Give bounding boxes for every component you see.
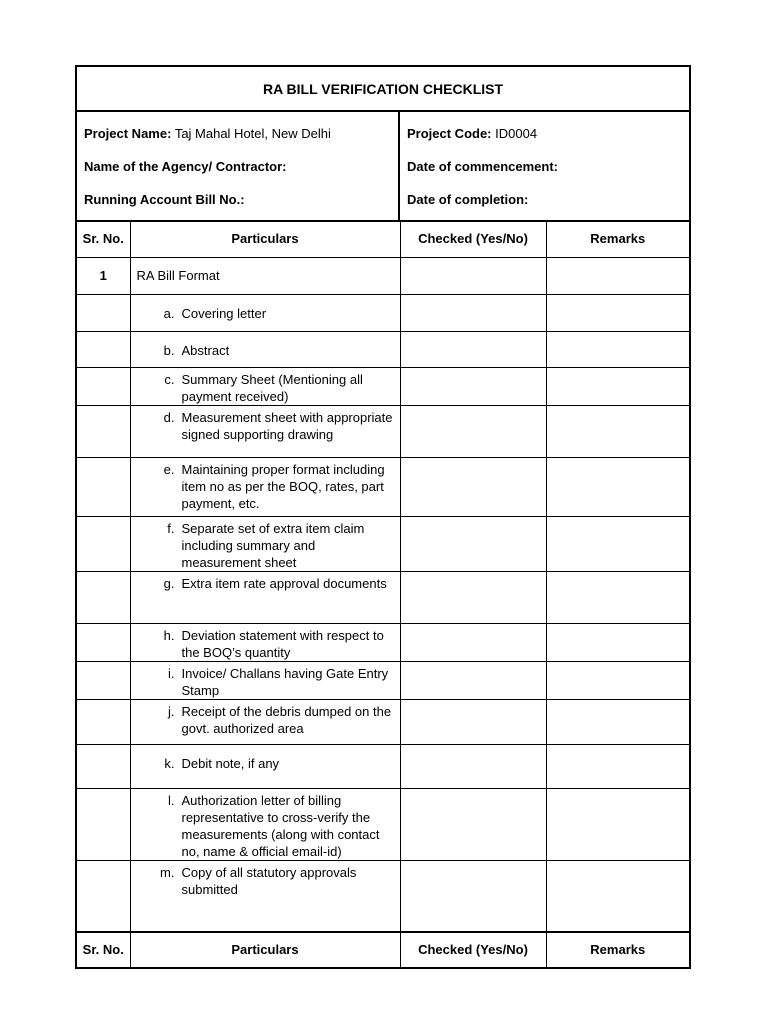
header-remarks: Remarks xyxy=(546,222,689,257)
sr-no-cell xyxy=(77,457,130,516)
sr-no-cell xyxy=(77,661,130,699)
remarks-cell[interactable] xyxy=(546,516,689,571)
checklist-item xyxy=(131,572,400,592)
sr-no-cell xyxy=(77,331,130,367)
checked-cell[interactable] xyxy=(400,331,546,367)
item-letter: g. xyxy=(163,575,175,591)
remarks-cell[interactable] xyxy=(546,457,689,516)
particulars-cell xyxy=(130,516,400,571)
project-code-label: Project Code: xyxy=(407,126,492,141)
table-header-row xyxy=(77,222,689,257)
checked-cell[interactable] xyxy=(400,699,546,744)
item-letter: a. xyxy=(163,305,175,321)
table-row-group xyxy=(77,257,689,294)
agency-label: Name of the Agency/ Contractor: xyxy=(84,159,287,174)
checked-cell[interactable] xyxy=(400,257,546,294)
remarks-cell[interactable] xyxy=(546,699,689,744)
checklist-item xyxy=(131,700,400,737)
checked-cell[interactable] xyxy=(400,516,546,571)
table-row xyxy=(77,331,689,367)
checklist-item xyxy=(131,662,400,699)
table-row xyxy=(77,744,689,788)
item-text: Summary Sheet (Mentioning all payment received) xyxy=(181,371,363,404)
footer-particulars: Particulars xyxy=(130,932,400,967)
project-name-row xyxy=(84,126,398,159)
commencement-row xyxy=(407,159,689,192)
checked-cell[interactable] xyxy=(400,860,546,932)
table-footer-header-row xyxy=(77,932,689,967)
remarks-cell[interactable] xyxy=(546,661,689,699)
group-sr-no: 1 xyxy=(77,257,130,294)
table-row xyxy=(77,405,689,457)
item-letter: m. xyxy=(160,864,175,880)
item-text: Receipt of the debris dumped on the govt. authorized area xyxy=(181,703,392,736)
table-row xyxy=(77,457,689,516)
remarks-cell[interactable] xyxy=(546,623,689,661)
table-row xyxy=(77,367,689,405)
completion-label: Date of completion: xyxy=(407,192,529,207)
sr-no-cell xyxy=(77,623,130,661)
sr-no-cell xyxy=(77,860,130,932)
item-letter: b. xyxy=(163,342,175,358)
particulars-cell xyxy=(130,788,400,860)
checklist-item xyxy=(131,295,400,322)
checklist-item xyxy=(131,368,400,405)
item-text: Deviation statement with respect to the BOQ’s quantity xyxy=(181,627,384,660)
checked-cell[interactable] xyxy=(400,405,546,457)
checklist-sheet xyxy=(75,65,691,969)
checklist-item xyxy=(131,406,400,443)
item-letter: c. xyxy=(164,371,175,387)
particulars-cell xyxy=(130,699,400,744)
footer-sr-no: Sr. No. xyxy=(77,932,130,967)
item-letter: l. xyxy=(168,792,175,808)
sr-no-cell xyxy=(77,699,130,744)
footer-checked: Checked (Yes/No) xyxy=(400,932,546,967)
checked-cell[interactable] xyxy=(400,744,546,788)
item-text: Separate set of extra item claim including summary and measurement sheet xyxy=(181,520,365,570)
header-particulars: Particulars xyxy=(130,222,400,257)
particulars-cell xyxy=(130,367,400,405)
project-code-value: ID0004 xyxy=(495,126,538,141)
item-text: Extra item rate approval documents xyxy=(181,575,387,591)
checked-cell[interactable] xyxy=(400,571,546,623)
remarks-cell[interactable] xyxy=(546,571,689,623)
particulars-cell xyxy=(130,661,400,699)
particulars-cell xyxy=(130,331,400,367)
item-letter: e. xyxy=(163,461,175,477)
checked-cell[interactable] xyxy=(400,367,546,405)
table-row xyxy=(77,516,689,571)
bill-no-label: Running Account Bill No.: xyxy=(84,192,245,207)
table-row xyxy=(77,571,689,623)
checklist-item xyxy=(131,332,400,359)
checked-cell[interactable] xyxy=(400,788,546,860)
item-letter: k. xyxy=(164,755,175,771)
particulars-cell xyxy=(130,860,400,932)
checklist-item xyxy=(131,517,400,571)
particulars-cell xyxy=(130,571,400,623)
sr-no-cell xyxy=(77,571,130,623)
sr-no-cell xyxy=(77,516,130,571)
particulars-cell xyxy=(130,744,400,788)
table-row xyxy=(77,623,689,661)
item-letter: i. xyxy=(168,665,175,681)
item-text: Authorization letter of billing representative to cross-verify the measurements (along with contact no, name & official email-id) xyxy=(181,792,380,859)
group-label: RA Bill Format xyxy=(130,257,400,294)
checklist-item xyxy=(131,861,400,898)
remarks-cell[interactable] xyxy=(546,788,689,860)
page-title: RA BILL VERIFICATION CHECKLIST xyxy=(77,67,689,112)
project-info xyxy=(77,112,689,222)
checklist-item xyxy=(131,745,400,772)
particulars-cell xyxy=(130,457,400,516)
table-row xyxy=(77,661,689,699)
footer-remarks: Remarks xyxy=(546,932,689,967)
item-text: Debit note, if any xyxy=(181,755,280,771)
sr-no-cell xyxy=(77,367,130,405)
remarks-cell[interactable] xyxy=(546,257,689,294)
remarks-cell[interactable] xyxy=(546,405,689,457)
item-text: Abstract xyxy=(181,342,230,358)
item-letter: f. xyxy=(167,520,175,536)
project-info-left xyxy=(77,112,400,220)
checklist-item xyxy=(131,624,400,661)
particulars-cell xyxy=(130,405,400,457)
checked-cell[interactable] xyxy=(400,661,546,699)
project-code-row xyxy=(407,126,689,159)
bill-no-row xyxy=(84,192,398,225)
item-text: Covering letter xyxy=(181,305,267,321)
checklist-item xyxy=(131,458,400,512)
checked-cell[interactable] xyxy=(400,294,546,331)
item-text: Copy of all statutory approvals submitted xyxy=(181,864,357,897)
sr-no-cell xyxy=(77,405,130,457)
item-text: Invoice/ Challans having Gate Entry Stamp xyxy=(181,665,389,698)
remarks-cell[interactable] xyxy=(546,367,689,405)
checklist-table xyxy=(77,222,689,967)
checklist-item xyxy=(131,789,400,860)
remarks-cell[interactable] xyxy=(546,860,689,932)
table-row xyxy=(77,860,689,932)
item-letter: d. xyxy=(163,409,175,425)
project-name-label: Project Name: xyxy=(84,126,172,141)
checked-cell[interactable] xyxy=(400,623,546,661)
checked-cell[interactable] xyxy=(400,457,546,516)
item-text: Measurement sheet with appropriate signed supporting drawing xyxy=(181,409,393,442)
remarks-cell[interactable] xyxy=(546,744,689,788)
remarks-cell[interactable] xyxy=(546,331,689,367)
header-checked: Checked (Yes/No) xyxy=(400,222,546,257)
header-sr-no: Sr. No. xyxy=(77,222,130,257)
particulars-cell xyxy=(130,294,400,331)
project-info-right xyxy=(400,112,689,220)
table-row xyxy=(77,294,689,331)
item-text: Maintaining proper format including item no as per the BOQ, rates, part payment, etc. xyxy=(181,461,385,511)
project-name-value: Taj Mahal Hotel, New Delhi xyxy=(174,126,331,141)
completion-row xyxy=(407,192,689,225)
item-letter: j. xyxy=(168,703,175,719)
commencement-label: Date of commencement: xyxy=(407,159,558,174)
sr-no-cell xyxy=(77,744,130,788)
table-row xyxy=(77,788,689,860)
sr-no-cell xyxy=(77,788,130,860)
agency-row xyxy=(84,159,398,192)
item-letter: h. xyxy=(163,627,175,643)
remarks-cell[interactable] xyxy=(546,294,689,331)
table-row xyxy=(77,699,689,744)
sr-no-cell xyxy=(77,294,130,331)
particulars-cell xyxy=(130,623,400,661)
